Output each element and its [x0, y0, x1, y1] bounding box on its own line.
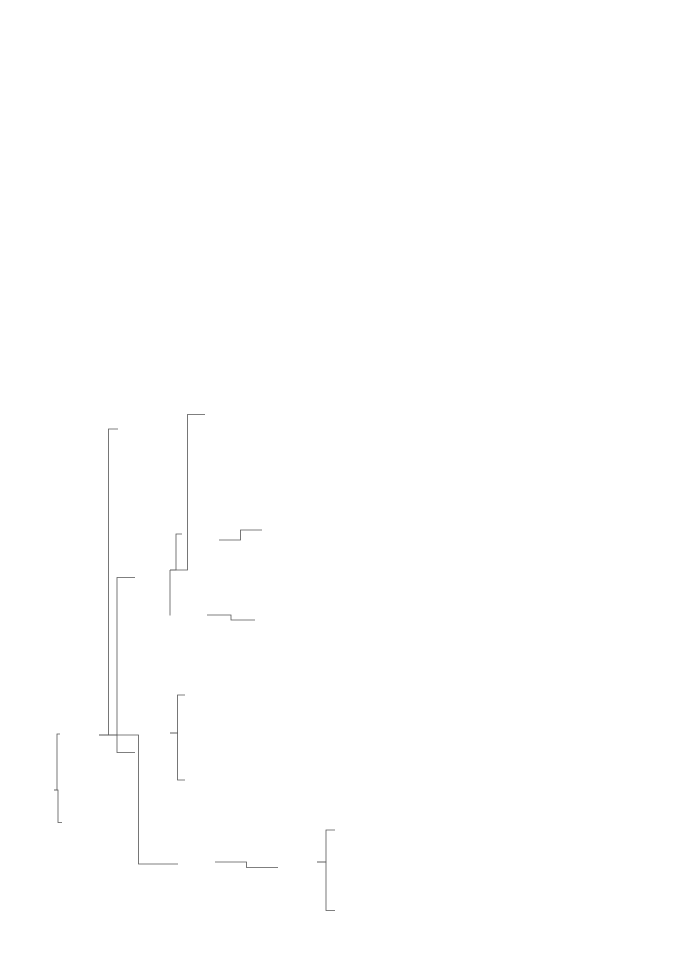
link-V-D	[99, 735, 135, 753]
link-A-V	[54, 734, 60, 790]
link-E-N	[170, 415, 205, 571]
link-D-I	[170, 733, 185, 780]
link-M-S	[219, 530, 262, 540]
link-D-K	[170, 695, 185, 733]
link-L-R	[207, 615, 255, 620]
link-A-B	[54, 790, 62, 823]
link-Z-O	[317, 862, 335, 911]
link-G-Z	[215, 862, 278, 868]
link-V-E	[99, 578, 135, 736]
link-Z-P	[317, 830, 335, 862]
connector-lines	[54, 415, 335, 911]
link-E-M	[170, 534, 182, 570]
link-V-G	[99, 735, 178, 864]
link-V-Zh	[99, 429, 118, 735]
